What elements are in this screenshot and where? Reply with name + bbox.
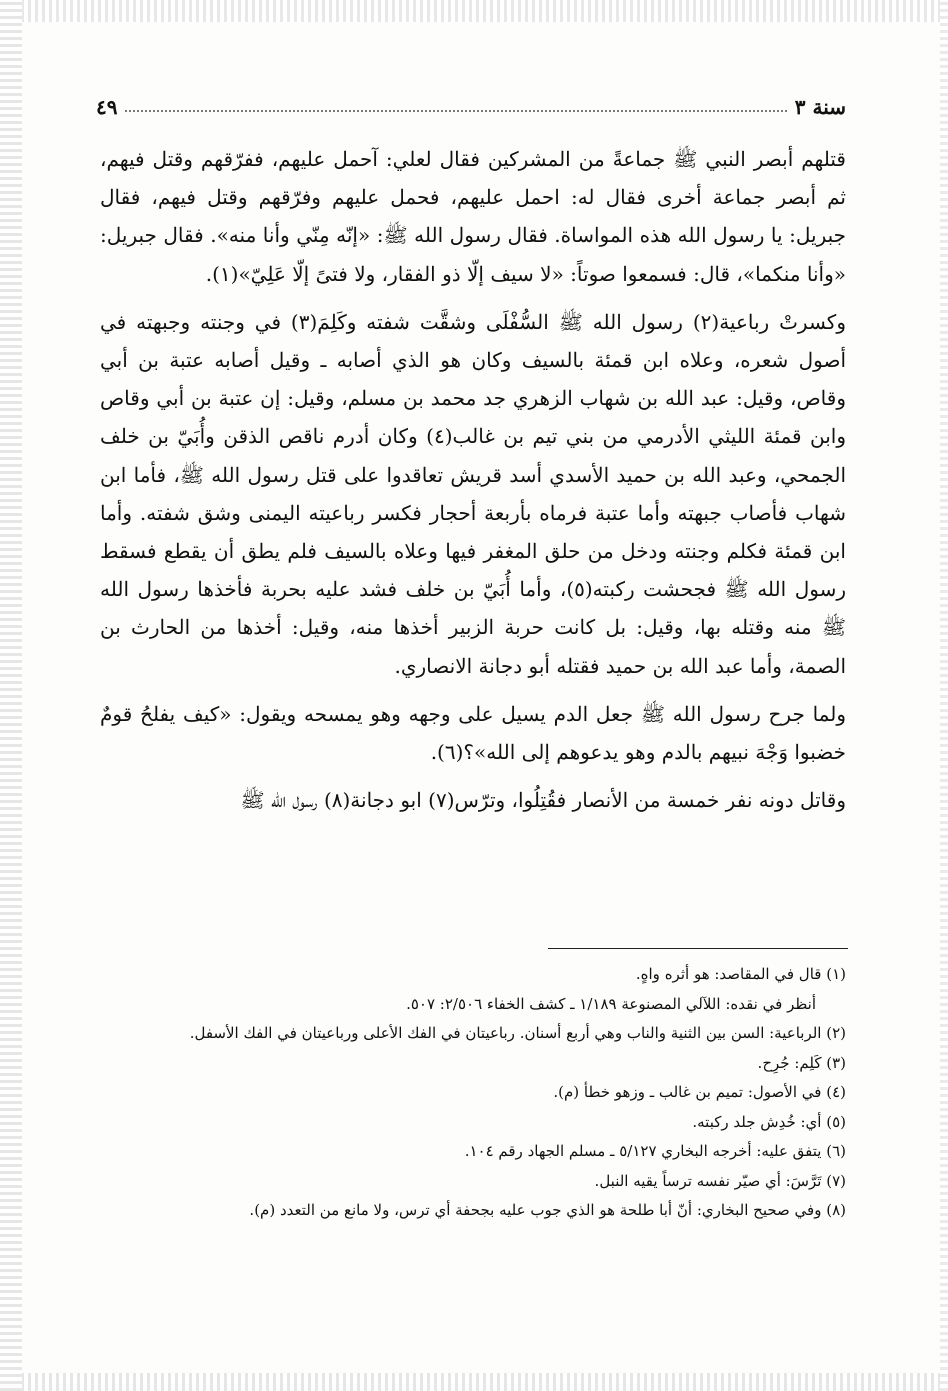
page-header <box>96 92 846 122</box>
scan-border-top <box>0 0 948 22</box>
footnote-2: (٢) الرباعية: السن بين الثنية والناب وهي أربع أسنان. رباعيتان في الفك الأعلى ورباعيتان في الفك الأسفل. <box>189 1024 846 1042</box>
running-title: سنة ٣ <box>794 95 846 119</box>
main-text <box>100 140 846 819</box>
page-number: ٤٩ <box>96 95 118 119</box>
scan-border-bottom <box>0 1373 948 1391</box>
scan-border-left <box>0 0 22 1391</box>
footnote-1: (١) قال في المقاصد: هو أثره واهٍ. <box>635 965 846 983</box>
footnote-5: (٥) أي: خُدِش جلد ركبته. <box>692 1112 846 1131</box>
paragraph: وكسرتْ رباعية(٢) رسول الله ﷺ السُّفْلَى وشقَّت شفته وكَلِمَ(٣) في وجنته وجبهته في أصول شعره، وعلاه ابن قمئة بالسيف وكان هو الذي أصابه ـ وقيل أصابه عتبة بن أبي وقاص، وقيل: عبد الله بن شهاب الزهري جد محمد بن مسلم، وقيل: إن عتبة بن أبي وقاص وابن قمئة الليثي الأدرمي من بني تيم بن غالب(٤) وكان أدرم ناقص الذقن وأُبَيّ بن خلف الجمحي، وعبد الله بن حميد الأسدي أسد قريش تعاقدوا على قتل رسول الله ﷺ، فأما ابن شهاب فأصاب جبهته وأما عتبة فرماه بأربعة أحجار فكسر رباعيته اليمنى وشق شفته. وأما ابن قمئة فكلم وجنته ودخل من حلق المغفر فيها وعلاه بالسيف فلم يطق أن يقطع فسقط رسول الله ﷺ فجحشت ركبته(٥)، وأما أُبَيّ بن خلف فشد عليه بحربة فأخذها رسول الله ﷺ منه وقتله بها، وقيل: بل كانت حربة الزبير أخذها منه، وقيل: أخذها من الحارث بن الصمة، وأما عبد الله بن حميد فقتله أبو دجانة الانصاري. <box>100 309 847 678</box>
paragraph: قتلهم أبصر النبي ﷺ جماعةً من المشركين فقال لعلي: آحمل عليهم، ففرّقهم وقتل فيهم، ثم أبصر جماعة أخرى فقال له: احمل عليهم، فحمل عليهم وفرّقهم وقتل فيهم، فقال جبريل: يا رسول الله هذه المواساة. فقال رسول الله ﷺ: «إنّه مِنّي وأنا منه». فقال جبريل: «وأنا منكما»، قال: فسمعوا صوتاً: «لا سيف إلّا ذو الفقار، ولا فتىً إلّا عَلِيّ»(١). <box>100 147 847 286</box>
footnote-6: (٦) يتفق عليه: أخرجه البخاري ٥/١٢٧ ـ مسلم الجهاد رقم ١٠٤. <box>464 1142 846 1160</box>
footnotes <box>100 960 846 1226</box>
header-dotted-leader <box>125 110 786 112</box>
footnote-separator <box>548 948 848 949</box>
paragraph: وقاتل دونه نفر خمسة من الأنصار فقُتِلُوا، وترّس(٧) ابو دجانة(٨) رسول الله ﷺ <box>240 788 846 813</box>
footnote-7: (٧) تَرَّسَ: أي صيّر نفسه ترساً يقيه النبل. <box>594 1171 846 1190</box>
footnote-3: (٣) كَلِم: جُرِح. <box>757 1053 846 1072</box>
footnote-1-continuation: أنظر في نقده: اللآلي المصنوعة ١/١٨٩ ـ كشف الخفاء ٢/٥٠٦: ٥٠٧. <box>406 994 816 1013</box>
footnote-4: (٤) في الأصول: تميم بن غالب ـ وزهو خطأ (م). <box>553 1083 846 1101</box>
paragraph: ولما جرح رسول الله ﷺ جعل الدم يسيل على وجهه وهو يمسحه ويقول: «كيف يفلحُ قومٌ خضبوا وَجْهَ نبيهم بالدم وهو يدعوهم إلى الله»؟(٦). <box>100 701 846 765</box>
scan-border-right <box>940 0 948 1391</box>
footnote-8: (٨) وفي صحيح البخاري: أنّ أبا طلحة هو الذي جوب عليه بجحفة أي ترس، ولا مانع من التعدد (م). <box>249 1201 846 1219</box>
